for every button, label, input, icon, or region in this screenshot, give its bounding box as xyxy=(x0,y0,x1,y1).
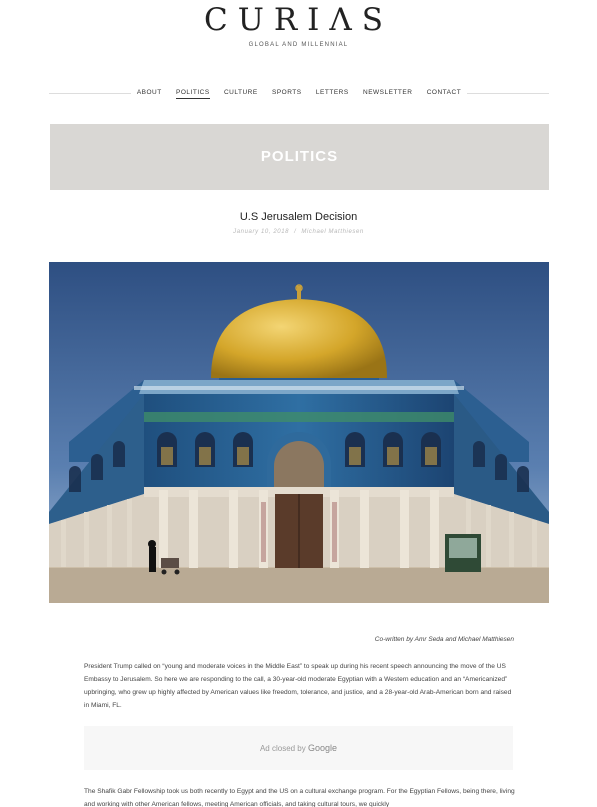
site-tagline: GLOBAL AND MILLENNIAL xyxy=(248,42,349,48)
nav-item-politics[interactable]: POLITICS xyxy=(176,86,210,99)
category-title: POLITICS xyxy=(260,148,339,165)
nav-item-contact[interactable]: CONTACT xyxy=(426,89,462,96)
article-paragraph: President Trump called on “young and moderate voices in the Middle East” to speak up during his recent speech announcing the move of the US Embassy to Jerusalem. So here we are responding to the call, a 30-year-old moderate Egyptian with a Western education and an “Americanized” upbringing, who grew up highly affected by American values like freedom, tolerance, and justice, and a 28-year-old Arab-American born and raised in Miami, FL. xyxy=(84,663,512,709)
article-paragraph: The Shafik Gabr Fellowship took us both recently to Egypt and the US on a cultural exchange program. For the Egyptian Fellows, being there, living and working with other American fellows, meeting American officials, and taking cultural tours, we quickly xyxy=(84,788,515,807)
photo-credit: Co-written by Amr Seda and Michael Matthiesen xyxy=(374,636,514,643)
nav-item-newsletter[interactable]: NEWSLETTER xyxy=(363,89,413,96)
nav-item-letters[interactable]: LETTERS xyxy=(315,89,349,96)
nav-item-about[interactable]: ABOUT xyxy=(136,89,162,96)
site-logo[interactable]: CURIΛS xyxy=(203,2,394,38)
article-date[interactable]: January 10, 2018 xyxy=(233,229,290,235)
ad-placeholder xyxy=(84,726,513,770)
nav-item-culture[interactable]: CULTURE xyxy=(223,89,258,96)
meta-separator: / xyxy=(294,229,297,235)
hero-image xyxy=(49,262,549,603)
article-author[interactable]: Michael Matthiesen xyxy=(301,229,364,235)
article-title[interactable]: U.S Jerusalem Decision xyxy=(239,211,358,223)
ad-closed-text xyxy=(84,726,513,771)
category-banner xyxy=(50,124,549,190)
ad-label: Ad closed by xyxy=(259,744,306,753)
dome-of-the-rock-photo-icon xyxy=(49,262,549,603)
nav-item-sports[interactable]: SPORTS xyxy=(272,89,302,96)
article-meta xyxy=(0,229,597,235)
google-brand[interactable]: Google xyxy=(308,743,338,753)
main-nav xyxy=(49,86,549,100)
